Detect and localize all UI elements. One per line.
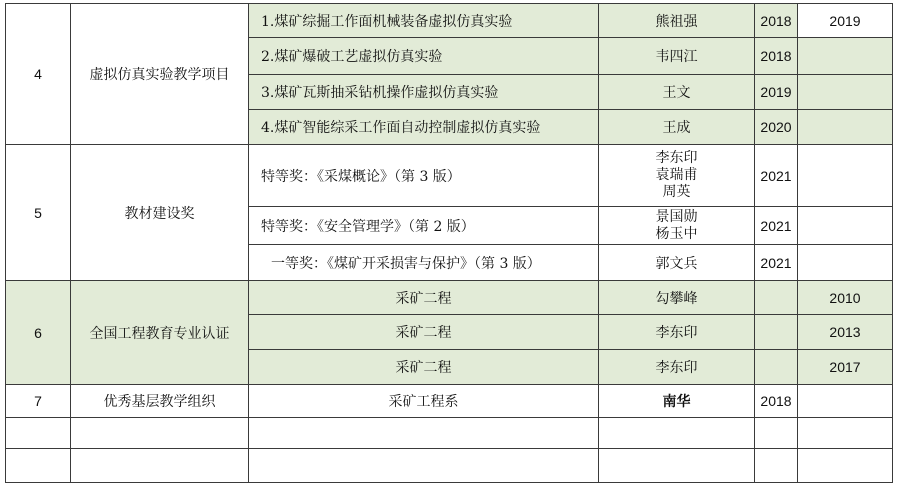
year2-cell [798, 38, 893, 75]
person-cell: 郭文兵 [599, 245, 755, 281]
empty-cell [249, 418, 599, 449]
empty-cell [755, 449, 798, 483]
person-cell: 熊祖强 [599, 4, 755, 38]
achievements-table [5, 3, 893, 483]
category-cell: 虚拟仿真实验教学项目 [71, 4, 249, 145]
item-cell: 2.煤矿爆破工艺虚拟仿真实验 [249, 38, 599, 75]
table-row [6, 4, 893, 38]
item-cell: 特等奖：《安全管理学》（第 2 版） [249, 207, 599, 245]
year2-cell [798, 75, 893, 110]
item-cell: 采矿二程 [249, 281, 599, 315]
table-row [6, 145, 893, 207]
row-number: 5 [6, 145, 71, 281]
year2-cell: 2013 [798, 315, 893, 350]
person-name: 杨玉中 [655, 225, 698, 242]
year-cell: 2021 [755, 207, 798, 245]
empty-cell [599, 418, 755, 449]
category-cell: 教材建设奖 [71, 145, 249, 281]
person-cell: 韦四江 [599, 38, 755, 75]
item-cell: 特等奖：《采煤概论》（第 3 版） [249, 145, 599, 207]
person-cell: 勾攀峰 [599, 281, 755, 315]
person-name: 袁瑞甫 [655, 167, 698, 183]
item-cell: 采矿二程 [249, 350, 599, 385]
row-number: 6 [6, 281, 71, 385]
person-cell: 南华 [599, 385, 755, 418]
year2-cell [798, 207, 893, 245]
empty-row [6, 418, 893, 449]
empty-cell [71, 449, 249, 483]
category-cell: 优秀基层教学组织 [71, 385, 249, 418]
year2-cell [798, 385, 893, 418]
item-cell: 一等奖：《煤矿开采损害与保护》（第 3 版） [249, 245, 599, 281]
year-cell: 2021 [755, 245, 798, 281]
empty-cell [71, 418, 249, 449]
empty-cell [599, 449, 755, 483]
category-cell: 全国工程教育专业认证 [71, 281, 249, 385]
year-cell: 2019 [755, 75, 798, 110]
person-name: 李东印 [655, 150, 698, 166]
table-row [6, 385, 893, 418]
year2-cell [798, 245, 893, 281]
empty-cell [6, 449, 71, 483]
empty-cell [755, 418, 798, 449]
year-cell: 2018 [755, 4, 798, 38]
person-cell: 王成 [599, 110, 755, 145]
year2-cell: 2017 [798, 350, 893, 385]
year-cell: 2018 [755, 385, 798, 418]
person-name: 景国勋 [655, 208, 698, 225]
year-cell: 2018 [755, 38, 798, 75]
item-cell: 采矿工程系 [249, 385, 599, 418]
item-cell: 3.煤矿瓦斯抽采钻机操作虚拟仿真实验 [249, 75, 599, 110]
year-cell: 2021 [755, 145, 798, 207]
year-cell [755, 350, 798, 385]
person-cell: 李东印 [599, 315, 755, 350]
year2-cell: 2019 [798, 4, 893, 38]
year2-cell: 2010 [798, 281, 893, 315]
table-row [6, 281, 893, 315]
empty-cell [249, 449, 599, 483]
item-cell: 采矿二程 [249, 315, 599, 350]
empty-cell [6, 418, 71, 449]
empty-cell [798, 418, 893, 449]
year-cell [755, 315, 798, 350]
person-cell: 王文 [599, 75, 755, 110]
item-cell: 1.煤矿综掘工作面机械装备虚拟仿真实验 [249, 4, 599, 38]
empty-row [6, 449, 893, 483]
person-cell [599, 145, 755, 207]
row-number: 4 [6, 4, 71, 145]
year2-cell [798, 110, 893, 145]
item-cell: 4.煤矿智能综采工作面自动控制虚拟仿真实验 [249, 110, 599, 145]
person-cell [599, 207, 755, 245]
year-cell: 2020 [755, 110, 798, 145]
person-name: 周英 [662, 184, 691, 200]
person-cell: 李东印 [599, 350, 755, 385]
row-number: 7 [6, 385, 71, 418]
year-cell [755, 281, 798, 315]
empty-cell [798, 449, 893, 483]
year2-cell [798, 145, 893, 207]
